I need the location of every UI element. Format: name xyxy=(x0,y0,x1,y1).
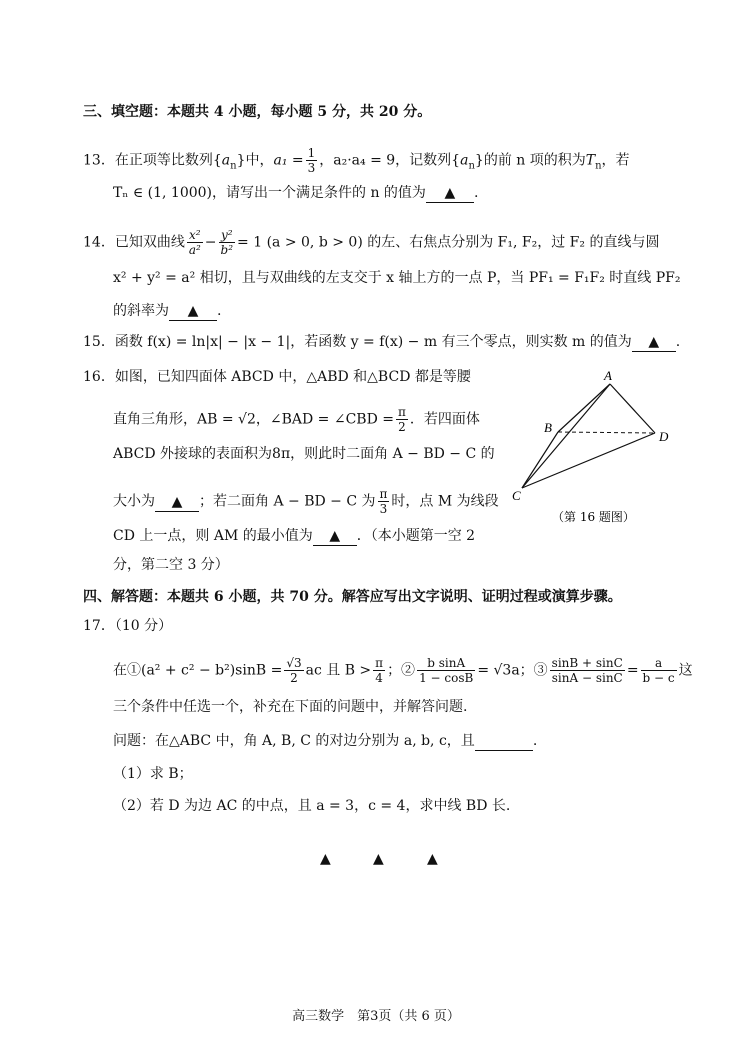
tetrahedron-figure xyxy=(500,366,700,526)
q14-text-2: = 1 (a > 0, b > 0) 的左、右焦点分别为 F₁, F₂，过 F₂ 的直线与圆 xyxy=(237,234,660,251)
q13-text-4: }的前 n 项的积为 xyxy=(474,152,586,169)
q17-cond3-tail: 这 xyxy=(678,662,693,679)
q17-cond3-equals: = xyxy=(626,662,639,679)
edge-AC xyxy=(522,384,610,488)
q16-line1 xyxy=(83,368,471,386)
q13-period: . xyxy=(473,185,479,201)
q16-text-2: 直角三角形，AB = √2，∠BAD = ∠CBD = xyxy=(113,411,394,428)
q17-score: （10 分） xyxy=(114,618,173,634)
q14-fraction-x: $\frac{\text{x²}}{\text{a²}}$ xyxy=(188,228,201,257)
edge-BC xyxy=(522,432,558,488)
q17-cond1-fraction: $\frac{√3}{2}$ xyxy=(286,656,302,685)
q13-line1: 13．在正项等比数列$\{a_n\}$中，a₁ = $\frac{1}{3}$ ，a₂·a₄ = 9，记数列$\{a_n\}$的前 n 项的积为$T_n$，若 xyxy=(83,146,630,175)
figure-caption: （第 16 题图） xyxy=(552,510,635,524)
q15-line xyxy=(83,333,680,352)
q17-header xyxy=(83,617,172,635)
q13-fraction: $\frac{1}{3}$ xyxy=(307,146,316,175)
q15-period: . xyxy=(675,334,681,350)
q16-line4 xyxy=(113,487,499,516)
q15-text: 函数 f(x) = ln|x| − |x − 1|，若函数 y = f(x) − m 有三个零点，则实数 m 的值为 xyxy=(114,334,632,350)
q13-answer-blank[interactable]: ▲ xyxy=(426,184,474,203)
q14-answer-blank[interactable]: ▲ xyxy=(169,302,217,321)
q14-period: . xyxy=(217,303,222,319)
q17-part1: （1）求 B； xyxy=(113,766,193,782)
q14-text-3: 的斜率为 xyxy=(113,303,169,319)
q17-cond2-fraction: $\frac{\text{b sinA}}{1 - \cos B}$ xyxy=(419,656,474,685)
q16-line2 xyxy=(113,405,480,434)
q17-cond1-text: 在①(a² + c² − b²)sinB = xyxy=(113,662,283,679)
q14-minus: − xyxy=(204,234,217,251)
q17-cond3-fraction: $\frac{\sin B + \sin C}{\sin A - \sin C}$ xyxy=(551,656,623,685)
q15-number: 15． xyxy=(83,334,115,350)
q17-period: . xyxy=(532,733,538,749)
q16-line3: ABCD 外接球的表面积为8π，则此时二面角 A − BD − C 的 xyxy=(113,446,495,462)
q16-text-5: ；若二面角 A − BD − C 为 xyxy=(199,493,376,510)
q17-part2: （2）若 D 为边 AC 的中点，且 a = 3，c = 4，求中线 BD 长. xyxy=(113,798,511,814)
edge-BD-hidden xyxy=(558,432,655,433)
vertex-label-B: B xyxy=(544,420,552,435)
q14-fraction-y: $\frac{\text{y²}}{\text{b²}}$ xyxy=(220,228,234,257)
q16-text-6: 时，点 M 为线段 xyxy=(391,493,499,510)
q16-fraction-pi-3: $\frac{\pi}{3}$ xyxy=(379,487,388,516)
q16-number: 16． xyxy=(83,369,115,385)
end-mark-2: ▲ xyxy=(373,851,384,867)
q17-cond2-label: ；② xyxy=(387,662,416,679)
vertex-label-C: C xyxy=(512,488,521,503)
edge-AD xyxy=(610,384,655,433)
q17-conditions xyxy=(113,656,693,685)
end-mark-1: ▲ xyxy=(320,851,331,867)
q16-line6: 分，第二空 3 分） xyxy=(113,557,229,573)
q13-line2 xyxy=(113,184,478,203)
q14-text-1: 已知双曲线 xyxy=(114,234,185,251)
q16-answer-blank-1[interactable]: ▲ xyxy=(155,493,199,512)
q17-line2: 三个条件中任选一个，补充在下面的问题中，并解答问题. xyxy=(113,699,468,715)
q16-answer-blank-2[interactable]: ▲ xyxy=(313,527,357,546)
q13-a1: a₁ = xyxy=(273,152,304,169)
q14-line1 xyxy=(83,228,659,257)
q13-text-3: ，a₂·a₄ = 9，记数列{ xyxy=(319,152,461,169)
q14-line2: x² + y² = a² 相切，且与双曲线的左支交于 x 轴上方的一点 P，当 PF₁ = F₁F₂ 时直线 PF₂ xyxy=(113,270,681,286)
q17-problem-text: 问题：在△ABC 中，角 A, B, C 的对边分别为 a, b, c，且 xyxy=(113,733,475,749)
edge-AB xyxy=(558,384,610,432)
q17-cond3-fraction-2: $\frac{a}{b - c}$ xyxy=(642,656,675,685)
q16-text-3: ．若四面体 xyxy=(409,411,480,428)
q17-condition-blank[interactable] xyxy=(475,732,533,751)
section-4-title: 四、解答题：本题共 6 小题，共 70 分。解答应写出文字说明、证明过程或演算步骤。 xyxy=(83,589,622,605)
q16-fraction-pi-2: $\frac{\pi}{2}$ xyxy=(397,405,406,434)
section-3-title: 三、填空题：本题共 4 小题，每小题 5 分，共 20 分。 xyxy=(83,104,432,120)
page-footer: 高三数学 第3页（共 6 页） xyxy=(292,1009,460,1024)
q17-cond1-text-2: ac 且 B > xyxy=(305,662,372,679)
q17-problem xyxy=(113,732,537,751)
end-mark-3: ▲ xyxy=(427,851,438,867)
q14-line3 xyxy=(113,302,221,321)
q17-cond1-fraction-pi-4: $\frac{\pi}{4}$ xyxy=(375,656,384,685)
q16-text-4: 大小为 xyxy=(113,493,155,510)
q16-line5 xyxy=(113,527,475,546)
q13-text-6: Tₙ ∈ (1, 1000)，请写出一个满足条件的 n 的值为 xyxy=(113,185,426,201)
q13-text-5: ，若 xyxy=(601,152,630,169)
q14-number: 14． xyxy=(83,234,115,251)
q13-text-2: }中， xyxy=(236,152,274,169)
vertex-label-D: D xyxy=(659,429,669,444)
q13-number: 13． xyxy=(83,152,115,169)
edge-CD xyxy=(522,433,655,488)
q15-answer-blank[interactable]: ▲ xyxy=(632,333,676,352)
q16-text-8: ．（本小题第一空 2 xyxy=(356,528,476,544)
q16-text-7: CD 上一点，则 AM 的最小值为 xyxy=(113,528,313,544)
vertex-label-A: A xyxy=(604,368,612,383)
q17-number: 17． xyxy=(83,618,115,634)
q16-text-1: 如图，已知四面体 ABCD 中，△ABD 和△BCD 都是等腰 xyxy=(114,369,471,385)
q17-cond2-text: = √3a；③ xyxy=(477,662,548,679)
q13-text-1: 在正项等比数列{ xyxy=(114,152,222,169)
